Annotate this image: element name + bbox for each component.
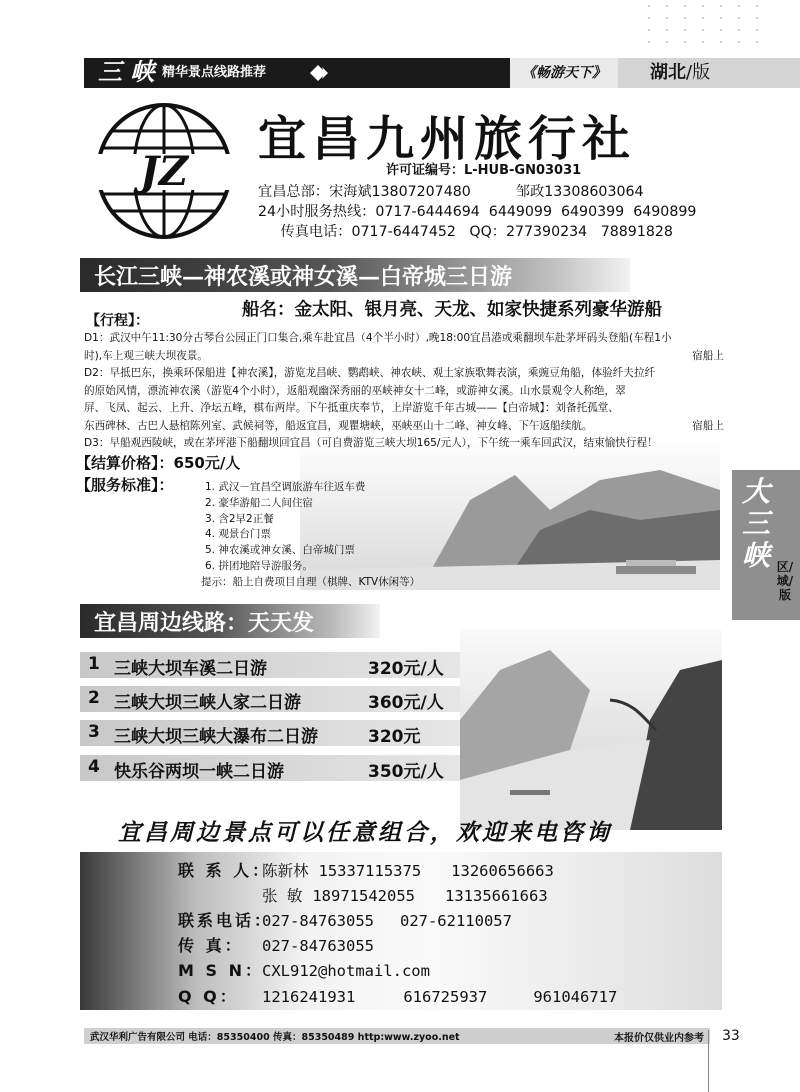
footer-disclaimer: 本报价仅供业内参考 [614, 1033, 704, 1044]
service-item: 1. 武汉－宜昌空调旅游车往返车费 [205, 481, 366, 493]
route-name: 快乐谷两坝一峡二日游 [114, 762, 284, 782]
contact-person-row-2 [178, 884, 548, 906]
company-contact-lines [258, 182, 696, 242]
decorative-dot-grid [640, 0, 760, 52]
contact-line-3: 传真电话：0717-6447452 QQ：277390234 78891828 [258, 224, 673, 240]
route-number: 4 [88, 757, 100, 777]
contact-msn-row [178, 958, 430, 981]
route-name: 三峡大坝三峡人家二日游 [114, 693, 301, 713]
magazine-name: 《畅游天下》 [510, 58, 618, 88]
tel-number: 027-84763055 [262, 912, 374, 930]
footer-bar [84, 1028, 710, 1044]
company-name: 宜昌九州旅行社 [258, 111, 637, 167]
service-item: 4. 观景台门票 [205, 528, 271, 541]
contact-qq-row [178, 984, 617, 1007]
route-price: 360元/人 [368, 693, 444, 713]
fax-label: 传 真： [178, 936, 244, 955]
region-side-tab [732, 470, 800, 620]
contact-tel-row [178, 908, 512, 931]
day1-stay: 宿船上 [692, 349, 724, 362]
contact-name: 张 敏 [262, 887, 303, 905]
route-row [80, 755, 460, 781]
qq-number: 616725937 [403, 988, 488, 1006]
footer-divider [708, 1030, 709, 1092]
tel-label: 联系电话： [178, 911, 274, 930]
section-header-yichang-routes [80, 604, 380, 638]
day2-text-d: 东西碑林、古巴人悬棺陈列室、武候祠等，船返宜昌，观瞿塘峡，巫峡巫山十二峰、神女峰、下午返船续航。 [84, 419, 593, 432]
contact-phone: 13260656663 [451, 862, 554, 880]
route-number: 3 [88, 722, 100, 742]
slogan: 宜昌周边景点可以任意组合，欢迎来电咨询 [118, 819, 612, 846]
route-price: 320元/人 [368, 659, 444, 679]
contact-phone: 13135661663 [445, 887, 548, 905]
contact-person-row-1 [178, 858, 554, 881]
contact-line-1: 宜昌总部：宋海斌13807207480 邹政13308603064 [258, 184, 644, 200]
tel-number: 027-62110057 [399, 912, 512, 930]
msn-address: CXL912@hotmail.com [262, 962, 430, 980]
side-tab-title: 大三峡 [741, 475, 770, 572]
jz-globe-logo [88, 96, 240, 246]
license-number: 许可证编号：L-HUB-GN03031 [386, 163, 582, 178]
service-item: 2. 豪华游船二人间住宿 [205, 496, 313, 509]
route-name: 三峡大坝车溪二日游 [114, 659, 267, 679]
route-price: 320元 [368, 727, 421, 747]
footer-publisher: 武汉华利广告有限公司 电话：85350400 传真：85350489 http:www.zyoo.net [90, 1032, 460, 1043]
day1-text-b: 时),车上观三峡大坝夜景。 [84, 349, 209, 362]
double-arrow-icon [310, 64, 332, 82]
service-item: 6. 拼团地陪导游服务。 [205, 559, 313, 572]
qq-number: 961046717 [533, 988, 618, 1006]
region-edition [618, 58, 800, 88]
service-item: 3. 含2早2正餐 [205, 512, 274, 525]
brand-title: 三 峡 [98, 57, 155, 86]
route-number: 2 [88, 688, 100, 708]
itinerary-label: 【行程】： [86, 313, 149, 329]
service-standard-label: 【服务标准】： [76, 476, 174, 494]
region-bold: 湖北 [650, 62, 686, 83]
msn-label: M S N： [178, 961, 264, 980]
price-value: 650元/人 [173, 454, 241, 472]
section-title: 长江三峡—神农溪或神女溪—白帝城三日游 [94, 264, 513, 290]
route-name: 三峡大坝三峡大瀑布二日游 [114, 727, 318, 747]
service-item: 5. 神农溪或神女溪、白帝城门票 [205, 544, 355, 557]
contact-name: 陈新林 [262, 862, 309, 880]
qq-number: 1216241931 [262, 988, 356, 1006]
day1-line-b [84, 348, 724, 366]
contact-phone: 15337115375 [318, 862, 422, 880]
contact-phone: 18971542055 [312, 887, 415, 905]
qq-label: Q Q： [178, 987, 239, 1006]
fax-number: 027-84763055 [262, 937, 374, 955]
logo-text: JZ [139, 148, 189, 195]
day1-line-a: D1：武汉中午11:30分古琴台公园正门口集合,乘车赴宜昌（4个半小时）,晚18:00宜昌港或乘翻坝车赴茅坪码头登船(车程1小 [84, 332, 672, 344]
route-row [80, 686, 460, 712]
settlement-price [76, 452, 240, 473]
contact-line-2: 24小时服务热线：0717-6444694 6449099 6490399 6490899 [258, 204, 697, 220]
top-header-band [84, 58, 800, 88]
day2-line-a: D2：早抵巴东，换乘环保船进【神农溪】，游览龙昌峡、鹦鹉峡、神农峡、观土家族歌舞表演，乘豌豆角船，体验纤夫拉纤 [84, 367, 656, 379]
section-header-three-gorges [80, 258, 630, 292]
day2-line-b: 的原始风情，漂流神农溪（游览4个小时），返船观幽深秀丽的巫峡神女十二峰，或游神女溪。山水景观令人称绝，翠 [84, 384, 626, 397]
side-tab-subtitle: 区/域/版 [776, 560, 794, 602]
region-suffix: /版 [686, 62, 711, 83]
day2-line-d [84, 418, 724, 436]
ship-names: 船名：金太阳、银月亮、天龙、如家快捷系列豪华游船 [242, 300, 662, 320]
service-tip: 提示：船上自费项目自理（棋牌、KTV休闲等） [201, 575, 421, 588]
contact-fax-row [178, 933, 374, 956]
section-title: 宜昌周边线路：天天发 [94, 610, 315, 636]
itinerary-days [84, 330, 724, 453]
route-price: 350元/人 [368, 762, 444, 782]
contact-person-label: 联 系 人： [178, 861, 272, 880]
day2-stay: 宿船上 [692, 419, 724, 432]
route-row [80, 720, 460, 746]
price-label: 【结算价格】： [76, 454, 174, 472]
day2-line-c: 屏、飞凤、起云、上升、净坛五峰，棋布两岸。下午抵重庆奉节，上岸游览千年古城——【白帝城】：刘备托孤堂、 [84, 402, 619, 414]
route-number: 1 [88, 654, 100, 674]
page-number: 33 [722, 1028, 740, 1044]
route-row [80, 652, 460, 678]
contact-block [80, 852, 722, 1010]
river-gorge-image [460, 630, 722, 830]
day3-line: D3：早船观西陵峡，或在茅坪港下船翻坝回宜昌（可自费游览三峡大坝165/元人），下午统一乘车回武汉，结束愉快行程！ [84, 437, 658, 449]
service-list [201, 480, 421, 591]
header-subtitle: 精华景点线路推荐 [162, 65, 267, 80]
